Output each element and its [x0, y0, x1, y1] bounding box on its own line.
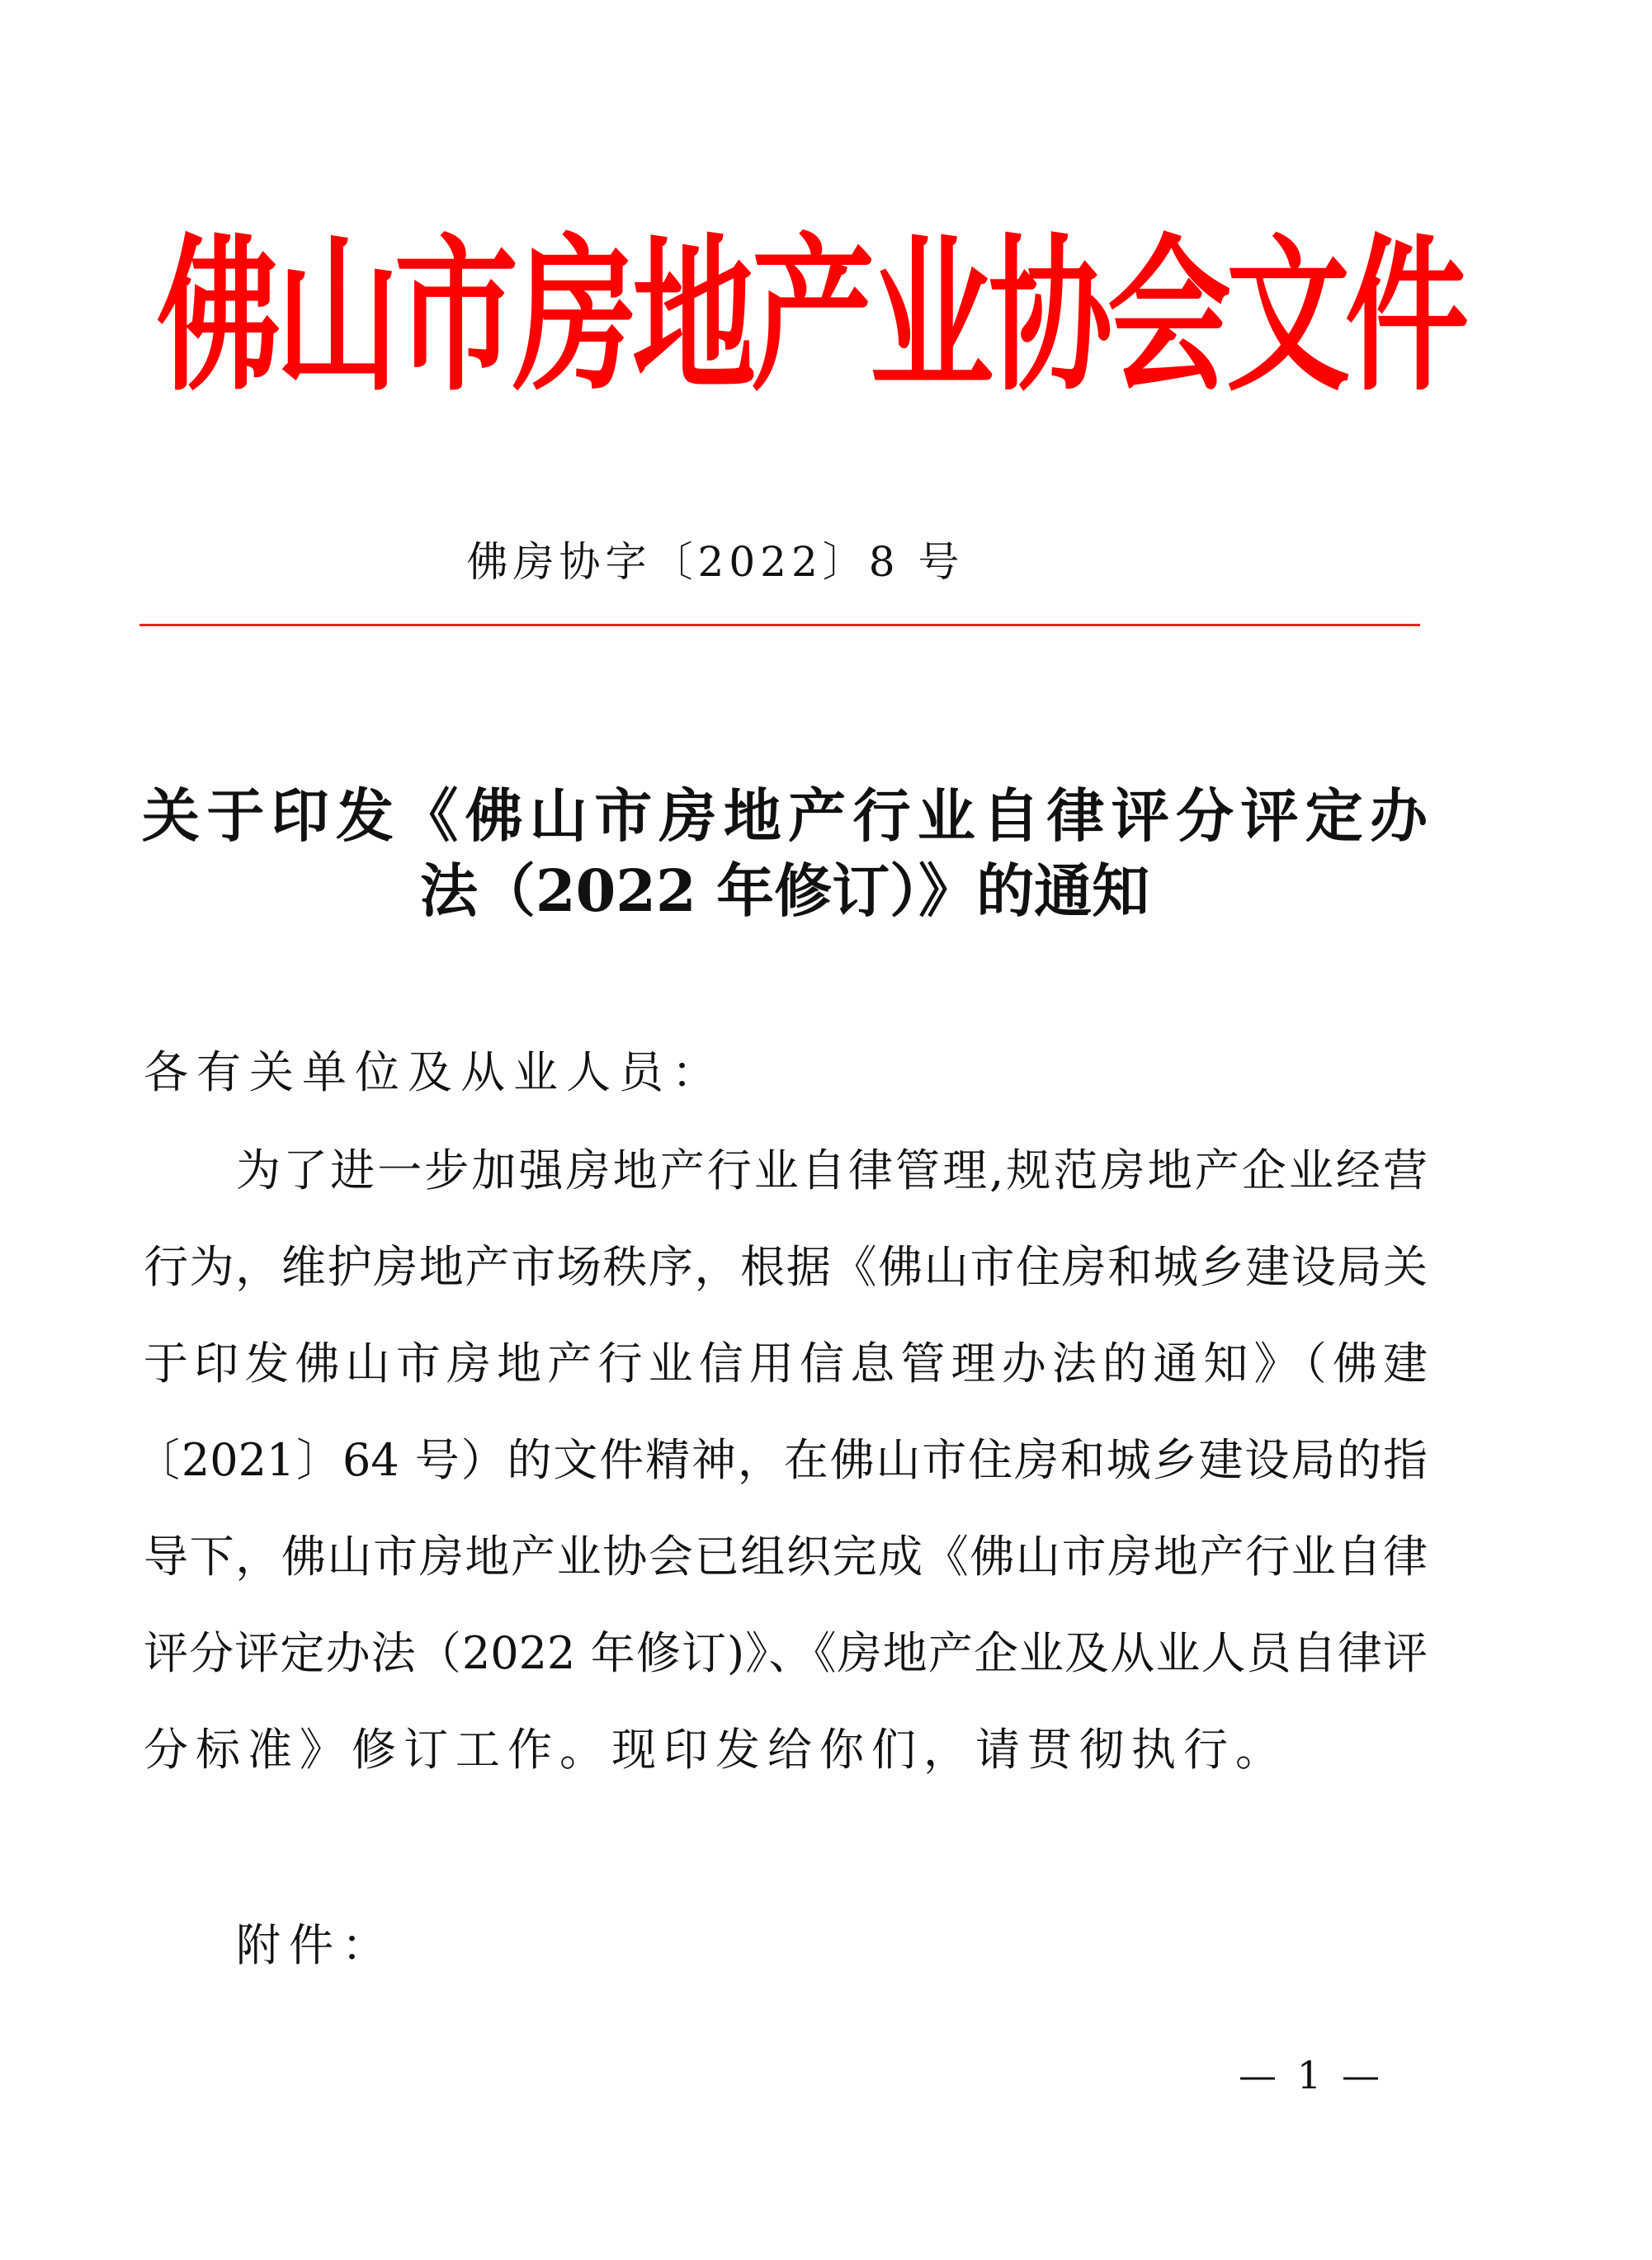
- document-header-title: 佛山市房地产业协会文件: [157, 218, 1465, 415]
- body-line: 为了进一步加强房地产行业自律管理,规范房地产企业经营: [236, 1144, 1428, 1196]
- body-line: 分标准》修订工作。现印发给你们，请贯彻执行。: [144, 1724, 1287, 1776]
- body-line: 于印发佛山市房地产行业信用信息管理办法的通知》（佛建: [144, 1338, 1428, 1389]
- body-line: 导下，佛山市房地产业协会已组织完成《佛山市房地产行业自律: [144, 1531, 1428, 1583]
- body-line: 评分评定办法（2022 年修订)》、《房地产企业及从业人员自律评: [144, 1627, 1428, 1679]
- red-divider-line: [139, 624, 1420, 626]
- body-line: 〔2021〕64 号）的文件精神，在佛山市住房和城乡建设局的指: [135, 1434, 1428, 1486]
- notice-title-line-2: 法（2022 年修订）》的通知: [419, 856, 1150, 925]
- document-number: 佛房协字〔2022〕8 号: [466, 538, 965, 586]
- notice-title-line-1: 关于印发《佛山市房地产行业自律评分评定办: [142, 781, 1428, 850]
- attachment-label: 附件：: [236, 1919, 394, 1971]
- page-number: — 1 —: [1239, 2053, 1380, 2097]
- salutation: 各有关单位及从业人员：: [144, 1046, 725, 1098]
- body-line: 行为，维护房地产市场秩序，根据《佛山市住房和城乡建设局关: [144, 1241, 1428, 1293]
